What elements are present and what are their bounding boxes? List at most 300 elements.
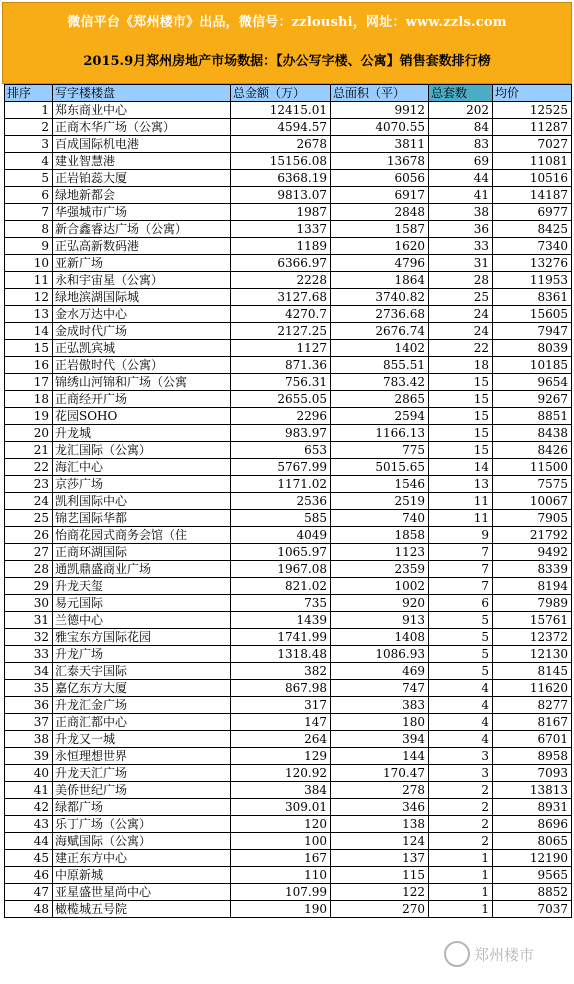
- table-row: [5, 799, 572, 816]
- rank-cell: 15: [5, 340, 53, 357]
- units-cell: 4: [429, 680, 493, 697]
- rank-cell: 11: [5, 272, 53, 289]
- avg-price-cell: 8039: [493, 340, 572, 357]
- table-row: [5, 748, 572, 765]
- units-cell: 15: [429, 425, 493, 442]
- amount-cell: 1127: [231, 340, 331, 357]
- amount-cell: 1741.99: [231, 629, 331, 646]
- amount-cell: 107.99: [231, 884, 331, 901]
- rank-cell: 13: [5, 306, 53, 323]
- project-name-cell: 锦艺国际华都: [53, 510, 231, 527]
- amount-cell: 384: [231, 782, 331, 799]
- avg-price-cell: 10067: [493, 493, 572, 510]
- rank-cell: 38: [5, 731, 53, 748]
- project-name-cell: 升龙城: [53, 425, 231, 442]
- avg-price-cell: 6701: [493, 731, 572, 748]
- table-row: [5, 306, 572, 323]
- rank-cell: 17: [5, 374, 53, 391]
- amount-cell: 6366.97: [231, 255, 331, 272]
- table-row: [5, 170, 572, 187]
- area-cell: 180: [331, 714, 429, 731]
- rank-cell: 7: [5, 204, 53, 221]
- avg-price-cell: 7575: [493, 476, 572, 493]
- amount-cell: 4270.7: [231, 306, 331, 323]
- units-cell: 2: [429, 816, 493, 833]
- amount-cell: 735: [231, 595, 331, 612]
- units-cell: 2: [429, 782, 493, 799]
- units-cell: 5: [429, 629, 493, 646]
- table-row: [5, 714, 572, 731]
- table-row: [5, 527, 572, 544]
- watermark: [444, 938, 572, 978]
- area-cell: 6056: [331, 170, 429, 187]
- units-cell: 18: [429, 357, 493, 374]
- project-name-cell: 乐丁广场（公寓）: [53, 816, 231, 833]
- units-cell: 15: [429, 408, 493, 425]
- avg-price-cell: 12525: [493, 102, 572, 119]
- header-banner: [2, 2, 572, 84]
- rank-cell: 48: [5, 901, 53, 918]
- amount-cell: 110: [231, 867, 331, 884]
- area-cell: 4070.55: [331, 119, 429, 136]
- table-body: [5, 102, 572, 918]
- rank-cell: 23: [5, 476, 53, 493]
- project-name-cell: 郑东商业中心: [53, 102, 231, 119]
- avg-price-cell: 12372: [493, 629, 572, 646]
- project-name-cell: 百成国际机电港: [53, 136, 231, 153]
- project-name-cell: 正商经开广场: [53, 391, 231, 408]
- table-row: [5, 544, 572, 561]
- rank-cell: 21: [5, 442, 53, 459]
- project-name-cell: 龙汇国际（公寓）: [53, 442, 231, 459]
- units-cell: 44: [429, 170, 493, 187]
- rank-cell: 28: [5, 561, 53, 578]
- area-cell: 2594: [331, 408, 429, 425]
- amount-cell: 1318.48: [231, 646, 331, 663]
- avg-price-cell: 8852: [493, 884, 572, 901]
- units-cell: 41: [429, 187, 493, 204]
- area-cell: 1587: [331, 221, 429, 238]
- amount-cell: 2296: [231, 408, 331, 425]
- amount-cell: 2536: [231, 493, 331, 510]
- avg-price-cell: 8851: [493, 408, 572, 425]
- units-cell: 5: [429, 663, 493, 680]
- units-cell: 24: [429, 306, 493, 323]
- amount-cell: 2678: [231, 136, 331, 153]
- rank-cell: 25: [5, 510, 53, 527]
- area-cell: 913: [331, 612, 429, 629]
- amount-cell: 1065.97: [231, 544, 331, 561]
- rank-cell: 31: [5, 612, 53, 629]
- avg-price-cell: 15761: [493, 612, 572, 629]
- units-cell: 11: [429, 510, 493, 527]
- table-row: [5, 255, 572, 272]
- rank-cell: 12: [5, 289, 53, 306]
- table-row: [5, 731, 572, 748]
- rank-cell: 8: [5, 221, 53, 238]
- project-name-cell: 橄榄城五号院: [53, 901, 231, 918]
- rank-cell: 43: [5, 816, 53, 833]
- area-cell: 1402: [331, 340, 429, 357]
- area-cell: 2519: [331, 493, 429, 510]
- area-cell: 2676.74: [331, 323, 429, 340]
- table-row: [5, 901, 572, 918]
- amount-cell: 756.31: [231, 374, 331, 391]
- units-cell: 2: [429, 799, 493, 816]
- avg-price-cell: 8438: [493, 425, 572, 442]
- avg-price-cell: 10516: [493, 170, 572, 187]
- project-name-cell: 升龙天玺: [53, 578, 231, 595]
- units-cell: 7: [429, 544, 493, 561]
- table-row: [5, 340, 572, 357]
- avg-price-cell: 7905: [493, 510, 572, 527]
- rank-cell: 2: [5, 119, 53, 136]
- table-row: [5, 289, 572, 306]
- units-cell: 4: [429, 697, 493, 714]
- rank-cell: 45: [5, 850, 53, 867]
- rank-cell: 24: [5, 493, 53, 510]
- table-row: [5, 833, 572, 850]
- table-row: [5, 850, 572, 867]
- area-cell: 278: [331, 782, 429, 799]
- amount-cell: 264: [231, 731, 331, 748]
- area-cell: 1408: [331, 629, 429, 646]
- rank-cell: 5: [5, 170, 53, 187]
- amount-cell: 100: [231, 833, 331, 850]
- project-name-cell: 升龙汇金广场: [53, 697, 231, 714]
- units-cell: 4: [429, 714, 493, 731]
- avg-price-cell: 14187: [493, 187, 572, 204]
- units-cell: 3: [429, 765, 493, 782]
- table-row: [5, 867, 572, 884]
- units-cell: 15: [429, 374, 493, 391]
- units-cell: 2: [429, 833, 493, 850]
- project-name-cell: 凯利国际中心: [53, 493, 231, 510]
- col-header-avg-price: 均价: [493, 85, 572, 102]
- avg-price-cell: 13813: [493, 782, 572, 799]
- ranking-table: [4, 84, 572, 918]
- table-row: [5, 221, 572, 238]
- units-cell: 7: [429, 578, 493, 595]
- table-row: [5, 493, 572, 510]
- col-header-amount: 总金额（万）: [231, 85, 331, 102]
- area-cell: 144: [331, 748, 429, 765]
- area-cell: 920: [331, 595, 429, 612]
- units-cell: 14: [429, 459, 493, 476]
- avg-price-cell: 8931: [493, 799, 572, 816]
- project-name-cell: 正岩傲时代（公寓）: [53, 357, 231, 374]
- project-name-cell: 正商汇都中心: [53, 714, 231, 731]
- avg-price-cell: 13276: [493, 255, 572, 272]
- project-name-cell: 锦绣山河锦和广场（公寓: [53, 374, 231, 391]
- table-row: [5, 102, 572, 119]
- table-row: [5, 187, 572, 204]
- project-name-cell: 正岩铂蕊大厦: [53, 170, 231, 187]
- amount-cell: 1967.08: [231, 561, 331, 578]
- amount-cell: 1171.02: [231, 476, 331, 493]
- table-row: [5, 153, 572, 170]
- project-name-cell: 金成时代广场: [53, 323, 231, 340]
- area-cell: 2848: [331, 204, 429, 221]
- table-row: [5, 391, 572, 408]
- rank-cell: 9: [5, 238, 53, 255]
- project-name-cell: 正弘高新数码港: [53, 238, 231, 255]
- avg-price-cell: 11287: [493, 119, 572, 136]
- amount-cell: 6368.19: [231, 170, 331, 187]
- area-cell: 138: [331, 816, 429, 833]
- area-cell: 775: [331, 442, 429, 459]
- rank-cell: 47: [5, 884, 53, 901]
- rank-cell: 36: [5, 697, 53, 714]
- area-cell: 1620: [331, 238, 429, 255]
- avg-price-cell: 9267: [493, 391, 572, 408]
- amount-cell: 1337: [231, 221, 331, 238]
- table-row: [5, 204, 572, 221]
- amount-cell: 4049: [231, 527, 331, 544]
- project-name-cell: 升龙天汇广场: [53, 765, 231, 782]
- area-cell: 1546: [331, 476, 429, 493]
- table-row: [5, 816, 572, 833]
- avg-price-cell: 8426: [493, 442, 572, 459]
- rank-cell: 46: [5, 867, 53, 884]
- project-name-cell: 海赋国际（公寓）: [53, 833, 231, 850]
- amount-cell: 983.97: [231, 425, 331, 442]
- area-cell: 3811: [331, 136, 429, 153]
- amount-cell: 1439: [231, 612, 331, 629]
- project-name-cell: 华强城市广场: [53, 204, 231, 221]
- avg-price-cell: 7947: [493, 323, 572, 340]
- avg-price-cell: 21792: [493, 527, 572, 544]
- table-row: [5, 238, 572, 255]
- table-row: [5, 119, 572, 136]
- avg-price-cell: 7340: [493, 238, 572, 255]
- units-cell: 9: [429, 527, 493, 544]
- amount-cell: 653: [231, 442, 331, 459]
- avg-price-cell: 8696: [493, 816, 572, 833]
- table-row: [5, 646, 572, 663]
- amount-cell: 2127.25: [231, 323, 331, 340]
- avg-price-cell: 12190: [493, 850, 572, 867]
- rank-cell: 37: [5, 714, 53, 731]
- rank-cell: 18: [5, 391, 53, 408]
- project-name-cell: 嘉亿东方大厦: [53, 680, 231, 697]
- project-name-cell: 升龙广场: [53, 646, 231, 663]
- project-name-cell: 正弘凯宾城: [53, 340, 231, 357]
- area-cell: 1002: [331, 578, 429, 595]
- avg-price-cell: 9492: [493, 544, 572, 561]
- table-row: [5, 578, 572, 595]
- rank-cell: 40: [5, 765, 53, 782]
- project-name-cell: 通凯鼎盛商业广场: [53, 561, 231, 578]
- units-cell: 6: [429, 595, 493, 612]
- units-cell: 1: [429, 850, 493, 867]
- area-cell: 137: [331, 850, 429, 867]
- project-name-cell: 海汇中心: [53, 459, 231, 476]
- amount-cell: 12415.01: [231, 102, 331, 119]
- amount-cell: 9813.07: [231, 187, 331, 204]
- project-name-cell: 中原新城: [53, 867, 231, 884]
- amount-cell: 2228: [231, 272, 331, 289]
- rank-cell: 32: [5, 629, 53, 646]
- avg-price-cell: 11953: [493, 272, 572, 289]
- table-row: [5, 612, 572, 629]
- amount-cell: 3127.68: [231, 289, 331, 306]
- project-name-cell: 美侨世纪广场: [53, 782, 231, 799]
- avg-price-cell: 7989: [493, 595, 572, 612]
- avg-price-cell: 12130: [493, 646, 572, 663]
- project-name-cell: 建业智慧港: [53, 153, 231, 170]
- units-cell: 24: [429, 323, 493, 340]
- area-cell: 1123: [331, 544, 429, 561]
- rank-cell: 33: [5, 646, 53, 663]
- avg-price-cell: 8958: [493, 748, 572, 765]
- table-row: [5, 629, 572, 646]
- table-row: [5, 136, 572, 153]
- project-name-cell: 正商木华广场（公寓）: [53, 119, 231, 136]
- rank-cell: 6: [5, 187, 53, 204]
- avg-price-cell: 11081: [493, 153, 572, 170]
- area-cell: 9912: [331, 102, 429, 119]
- area-cell: 2736.68: [331, 306, 429, 323]
- area-cell: 170.47: [331, 765, 429, 782]
- table-row: [5, 357, 572, 374]
- avg-price-cell: 6977: [493, 204, 572, 221]
- amount-cell: 4594.57: [231, 119, 331, 136]
- rank-cell: 22: [5, 459, 53, 476]
- rank-cell: 3: [5, 136, 53, 153]
- project-name-cell: 兰德中心: [53, 612, 231, 629]
- area-cell: 747: [331, 680, 429, 697]
- project-name-cell: 建正东方中心: [53, 850, 231, 867]
- avg-price-cell: 7093: [493, 765, 572, 782]
- avg-price-cell: 8167: [493, 714, 572, 731]
- amount-cell: 309.01: [231, 799, 331, 816]
- area-cell: 13678: [331, 153, 429, 170]
- rank-cell: 26: [5, 527, 53, 544]
- area-cell: 1864: [331, 272, 429, 289]
- project-name-cell: 雅宝东方国际花园: [53, 629, 231, 646]
- amount-cell: 5767.99: [231, 459, 331, 476]
- area-cell: 4796: [331, 255, 429, 272]
- area-cell: 1166.13: [331, 425, 429, 442]
- units-cell: 5: [429, 612, 493, 629]
- table-row: [5, 374, 572, 391]
- rank-cell: 20: [5, 425, 53, 442]
- units-cell: 4: [429, 731, 493, 748]
- rank-cell: 42: [5, 799, 53, 816]
- rank-cell: 39: [5, 748, 53, 765]
- rank-cell: 16: [5, 357, 53, 374]
- amount-cell: 190: [231, 901, 331, 918]
- units-cell: 38: [429, 204, 493, 221]
- header-line-1: 微信平台《郑州楼市》出品，微信号：zzloushi，网址：www.zzls.com: [67, 15, 507, 30]
- area-cell: 469: [331, 663, 429, 680]
- units-cell: 13: [429, 476, 493, 493]
- table-row: [5, 408, 572, 425]
- units-cell: 15: [429, 391, 493, 408]
- table-row: [5, 476, 572, 493]
- units-cell: 28: [429, 272, 493, 289]
- area-cell: 2359: [331, 561, 429, 578]
- amount-cell: 15156.08: [231, 153, 331, 170]
- rank-cell: 27: [5, 544, 53, 561]
- avg-price-cell: 15605: [493, 306, 572, 323]
- project-name-cell: 正商环湖国际: [53, 544, 231, 561]
- amount-cell: 2655.05: [231, 391, 331, 408]
- amount-cell: 317: [231, 697, 331, 714]
- amount-cell: 585: [231, 510, 331, 527]
- project-name-cell: 亚新广场: [53, 255, 231, 272]
- table-row: [5, 697, 572, 714]
- amount-cell: 129: [231, 748, 331, 765]
- amount-cell: 120: [231, 816, 331, 833]
- amount-cell: 382: [231, 663, 331, 680]
- table-row: [5, 663, 572, 680]
- wechat-icon: [444, 941, 470, 967]
- table-row: [5, 765, 572, 782]
- project-name-cell: 易元国际: [53, 595, 231, 612]
- units-cell: 36: [429, 221, 493, 238]
- area-cell: 740: [331, 510, 429, 527]
- units-cell: 84: [429, 119, 493, 136]
- rank-cell: 34: [5, 663, 53, 680]
- table-row: [5, 510, 572, 527]
- rank-cell: 29: [5, 578, 53, 595]
- project-name-cell: 绿地新都会: [53, 187, 231, 204]
- rank-cell: 1: [5, 102, 53, 119]
- units-cell: 3: [429, 748, 493, 765]
- table-row: [5, 680, 572, 697]
- units-cell: 83: [429, 136, 493, 153]
- area-cell: 855.51: [331, 357, 429, 374]
- units-cell: 1: [429, 901, 493, 918]
- table-row: [5, 425, 572, 442]
- col-header-area: 总面积（平）: [331, 85, 429, 102]
- area-cell: 270: [331, 901, 429, 918]
- avg-price-cell: 9565: [493, 867, 572, 884]
- project-name-cell: 花园SOHO: [53, 408, 231, 425]
- project-name-cell: 升龙又一城: [53, 731, 231, 748]
- rank-cell: 14: [5, 323, 53, 340]
- rank-cell: 4: [5, 153, 53, 170]
- project-name-cell: 金水万达中心: [53, 306, 231, 323]
- area-cell: 6917: [331, 187, 429, 204]
- avg-price-cell: 10185: [493, 357, 572, 374]
- units-cell: 15: [429, 442, 493, 459]
- rank-cell: 44: [5, 833, 53, 850]
- project-name-cell: 永恒理想世界: [53, 748, 231, 765]
- area-cell: 783.42: [331, 374, 429, 391]
- units-cell: 5: [429, 646, 493, 663]
- area-cell: 122: [331, 884, 429, 901]
- area-cell: 1858: [331, 527, 429, 544]
- col-header-units: 总套数: [429, 85, 493, 102]
- units-cell: 31: [429, 255, 493, 272]
- project-name-cell: 绿地滨湖国际城: [53, 289, 231, 306]
- avg-price-cell: 7037: [493, 901, 572, 918]
- project-name-cell: 绿都广场: [53, 799, 231, 816]
- project-name-cell: 汇泰天宇国际: [53, 663, 231, 680]
- header-line-2: 2015.9月郑州房地产市场数据：【办公写字楼、公寓】销售套数排行榜: [83, 54, 491, 69]
- rank-cell: 19: [5, 408, 53, 425]
- amount-cell: 120.92: [231, 765, 331, 782]
- project-name-cell: 怡商花园式商务会馆（住: [53, 527, 231, 544]
- amount-cell: 1987: [231, 204, 331, 221]
- col-header-rank: 排序: [5, 85, 53, 102]
- avg-price-cell: 7027: [493, 136, 572, 153]
- area-cell: 394: [331, 731, 429, 748]
- rank-cell: 10: [5, 255, 53, 272]
